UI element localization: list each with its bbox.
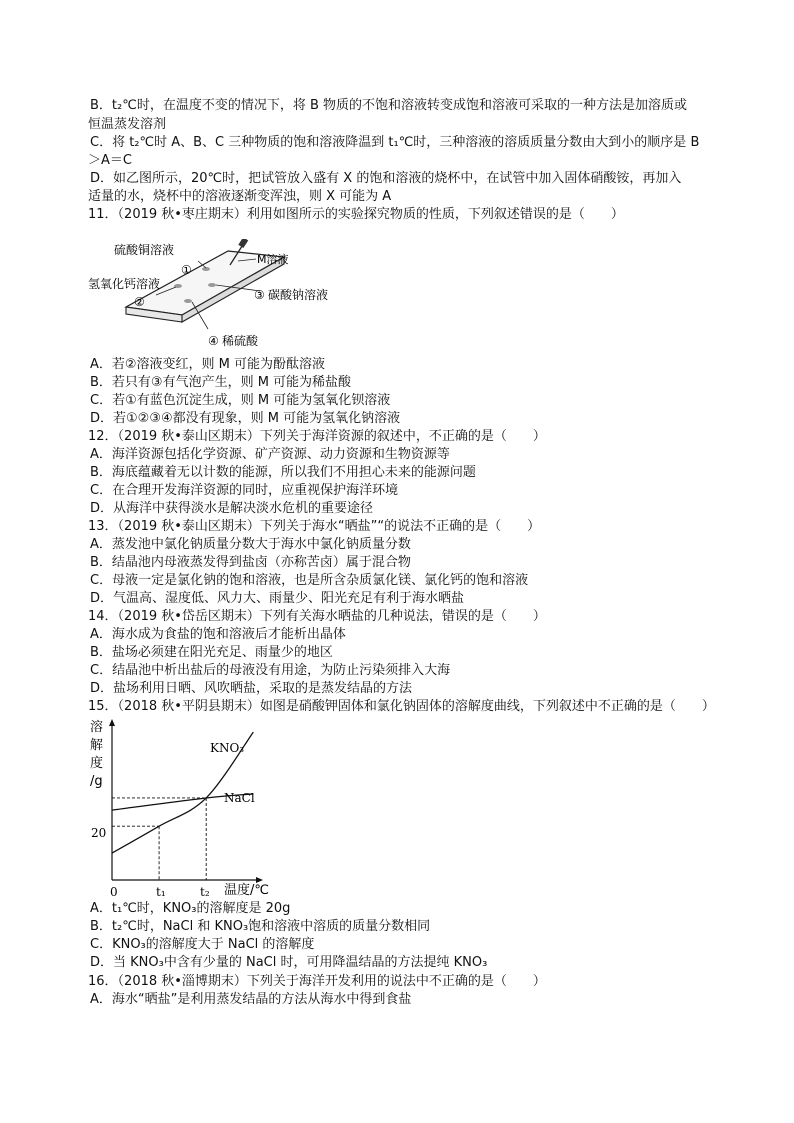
q14-stem: 14．（2019 秋•岱岳区期末）下列有关海水晒盐的几种说法，错误的是（ ） [88,609,546,624]
y-axis-label-char-3: 度 [90,756,104,771]
q15-stem: 15．（2018 秋•平阴县期末）如图是硝酸钾固体和氯化钠固体的溶解度曲线，下列叙述中不正确的是（ ） [88,699,715,714]
q13-option-c: C．母液一定是氯化钠的饱和溶液，也是所含杂质氯化镁、氯化钙的饱和溶液 [90,573,529,588]
q13-option-a: A．蒸发池中氯化钠质量分数大于海水中氯化钠质量分数 [90,537,411,552]
x-axis-label: 温度/℃ [224,883,269,898]
label-copper-sulfate: 硫酸铜溶液 [114,243,175,257]
y-axis-arrow [109,719,115,726]
q13-option-d: D．气温高、湿度低、风力大、雨量少、阳光充足有利于海水晒盐 [90,591,465,606]
q16-stem: 16．（2018 秋•淄博期末）下列关于海洋开发利用的说法中不正确的是（ ） [88,974,546,989]
q14-option-b: B．盐场必须建在阳光充足、雨量少的地区 [90,645,333,660]
q15-option-b: B．t₂℃时，NaCl 和 KNO₃饱和溶液中溶质的质量分数相同 [90,919,431,934]
label-dilute-sulfuric-acid: 稀硫酸 [222,334,259,348]
q11-option-a: A．若②溶液变红，则 M 可能为酚酞溶液 [90,357,326,372]
q16-option-a: A．海水“晒盐”是利用蒸发结晶的方法从海水中得到食盐 [90,992,412,1007]
q13-option-b: B．结晶池内母液蒸发得到盐卤（亦称苦卤）属于混合物 [90,555,411,570]
x-tick-t2: t₂ [200,885,210,898]
q15-option-d: D．当 KNO₃中含有少量的 NaCl 时，可用降温结晶的方法提纯 KNO₃ [90,955,488,970]
y-axis-label-group [90,719,103,789]
q11-option-d: D．若①②③④都没有现象，则 M 可能为氢氧化钠溶液 [90,411,401,426]
y-tick-20: 20 [91,826,107,840]
q15-solubility-chart [88,716,288,898]
dropper-bulb [238,239,248,248]
q12-option-c: C．在合理开发海洋资源的同时，应重视保护海洋环境 [90,483,399,498]
prev-option-c-line2: ＞A＝C [88,153,132,168]
label-m-solution: M溶液 [257,253,289,266]
q12-stem: 12．（2019 秋•泰山区期末）下列关于海洋资源的叙述中，不正确的是（ ） [88,429,546,444]
q11-option-b: B．若只有③有气泡产生，则 M 可能为稀盐酸 [90,375,352,390]
q11-stem: 11．（2019 秋•枣庄期末）利用如图所示的实验探究物质的性质，下列叙述错误的是（ ） [88,207,624,222]
marker-1: ① [181,263,192,277]
q14-option-c: C．结晶池中析出盐后的母液没有用途，为防止污染须排入大海 [90,663,451,678]
x-tick-0: 0 [110,885,118,898]
label-calcium-hydroxide: 氢氧化钙溶液 [88,277,161,291]
prev-option-b-line1: B．t₂℃时，在温度不变的情况下，将 B 物质的不饱和溶液转变成饱和溶液可采取的一种方法是加溶质或 [90,98,688,113]
q14-option-d: D．盐场利用日晒、风吹晒盐，采取的是蒸发结晶的方法 [90,681,413,696]
well-3 [208,283,216,287]
q12-option-b: B．海底蕴藏着无以计数的能源，所以我们不用担心未来的能源问题 [90,465,476,480]
prev-option-c-line1: C．将 t₂℃时 A、B、C 三种物质的饱和溶液降温到 t₁℃时，三种溶液的溶质质量分数由大到小的顺序是 B [90,135,700,150]
q11-option-c: C．若①有蓝色沉淀生成，则 M 可能为氢氧化钡溶液 [90,393,391,408]
prev-option-b-line2: 恒温蒸发溶剂 [88,117,167,132]
q15-option-c: C．KNO₃的溶解度大于 NaCl 的溶解度 [90,937,315,952]
q12-option-d: D．从海洋中获得淡水是解决淡水危机的重要途径 [90,501,374,516]
marker-4: ④ [208,334,219,348]
series-label-nacl: NaCl [224,791,255,805]
marker-2: ② [134,295,145,309]
y-axis-label-char-1: 溶 [90,720,104,735]
q11-spot-plate-figure [88,239,358,351]
y-axis-label-char-4: /g [90,774,103,789]
series-label-kno3: KNO₃ [210,741,245,755]
q12-option-a: A．海洋资源包括化学资源、矿产资源、动力资源和生物资源等 [90,447,450,462]
q13-stem: 13．（2019 秋•泰山区期末）下列关于海水“晒盐”“的说法不正确的是（ ） [88,519,541,534]
y-axis-label-char-2: 解 [90,738,104,753]
label-sodium-carbonate: 碳酸钠溶液 [268,288,329,302]
q14-option-a: A．海水成为食盐的饱和溶液后才能析出晶体 [90,627,346,642]
prev-option-d-line2: 适量的水，烧杯中的溶液逐渐变浑浊，则 X 可能为 A [88,189,392,204]
prev-option-d-line1: D．如乙图所示，20℃时，把试管放入盛有 X 的饱和溶液的烧杯中，在试管中加入固体硝酸铵，再加入 [90,171,682,186]
q15-option-a: A．t₁℃时，KNO₃的溶解度是 20g [90,901,291,916]
x-tick-t1: t₁ [156,885,166,898]
marker-3: ③ [254,288,265,302]
well-4 [184,299,192,303]
